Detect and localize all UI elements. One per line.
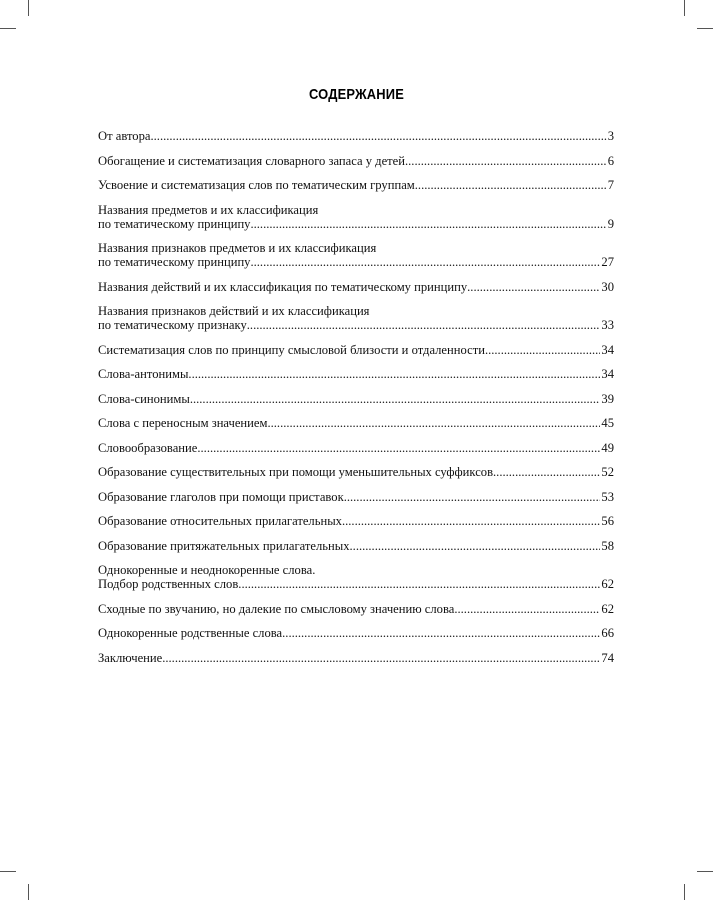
toc-entry-label: Однокоренные родственные слова: [98, 626, 283, 640]
crop-mark-top-left: [28, 0, 29, 16]
toc-entry-page-number: 52: [601, 465, 614, 479]
toc-entry-row: [98, 129, 614, 143]
toc-entry-title-line: Названия признаков действий и их классификация: [98, 304, 370, 318]
dot-leader: [197, 441, 600, 455]
toc-entry-label: Слова-антонимы: [98, 367, 189, 381]
toc-entry-row: [98, 392, 614, 406]
toc-entry-page-number: 45: [601, 416, 614, 430]
toc-entry-row: [98, 367, 614, 381]
toc-entry-page-number: 66: [601, 626, 614, 640]
toc-entry[interactable]: [98, 343, 614, 357]
crop-mark-top-right-h: [697, 28, 713, 29]
crop-mark-bottom-right-h: [697, 871, 713, 872]
toc-entry[interactable]: [98, 392, 614, 406]
page-title: СОДЕРЖАНИЕ: [309, 86, 404, 103]
crop-mark-bottom-left: [28, 884, 29, 900]
toc-entry[interactable]: [98, 514, 614, 528]
toc-entry-label: по тематическому принципу: [98, 216, 251, 231]
toc-entry-label: Словообразование: [98, 440, 198, 455]
toc-entry-row: [98, 217, 614, 231]
toc-entry-row: [98, 178, 614, 192]
dot-leader: [405, 154, 607, 168]
toc-entry[interactable]: [98, 203, 614, 231]
toc-entry-title-line: Названия предметов и их классификация: [98, 202, 319, 217]
toc-entry-row: [98, 602, 614, 616]
toc-entry-title-line: Названия признаков предметов и их классификация: [98, 241, 377, 255]
dot-leader: [188, 367, 600, 381]
toc-entry[interactable]: [98, 178, 614, 192]
dot-leader: [344, 490, 601, 504]
toc-entry[interactable]: [98, 539, 614, 553]
toc-entry-row: [98, 255, 614, 269]
dot-leader: [151, 129, 607, 143]
toc-entry[interactable]: [98, 465, 614, 479]
toc-entry-page-number: 33: [601, 318, 614, 332]
toc-entry-label: Усвоение и систематизация слов по тематическим группам: [98, 178, 415, 192]
table-of-contents: [98, 129, 614, 675]
toc-entry-row: [98, 490, 614, 504]
toc-entry-page-number: 6: [607, 153, 614, 168]
toc-entry-page-number: 53: [601, 489, 614, 504]
toc-entry-label: Систематизация слов по принципу смысловой близости и отдаленности: [98, 342, 485, 357]
toc-entry-row: [98, 318, 614, 332]
toc-entry-row: [98, 539, 614, 553]
toc-entry-row: [98, 514, 614, 528]
dot-leader: [250, 255, 600, 269]
toc-entry-row: [98, 343, 614, 357]
toc-entry-page-number: 62: [601, 577, 614, 591]
crop-mark-top-left-h: [0, 28, 16, 29]
toc-entry-label: Обогащение и систематизация словарного запаса у детей: [98, 153, 405, 168]
dot-leader: [467, 280, 600, 294]
toc-entry-page-number: 34: [601, 342, 614, 357]
toc-entry-page-number: 34: [601, 367, 614, 381]
dot-leader: [415, 178, 607, 192]
toc-entry-page-number: 62: [601, 601, 614, 616]
toc-entry-label: Слова с переносным значением: [98, 416, 268, 430]
toc-entry-row: [98, 651, 614, 665]
toc-entry[interactable]: [98, 416, 614, 430]
toc-entry-page-number: 3: [607, 129, 614, 143]
crop-mark-bottom-right: [684, 884, 685, 900]
toc-entry-row: [98, 280, 614, 294]
toc-entry-page-number: 49: [601, 440, 614, 455]
crop-mark-top-right: [684, 0, 685, 16]
toc-entry-label: Образование притяжательных прилагательных: [98, 538, 350, 553]
toc-entry[interactable]: [98, 280, 614, 294]
dot-leader: [282, 626, 600, 640]
toc-entry-page-number: 74: [601, 650, 614, 665]
toc-entry-page-number: 39: [601, 391, 614, 406]
toc-entry-page-number: 7: [607, 178, 614, 192]
toc-entry-label: по тематическому принципу: [98, 255, 251, 269]
toc-entry[interactable]: [98, 490, 614, 504]
toc-entry[interactable]: [98, 441, 614, 455]
dot-leader: [485, 343, 600, 357]
toc-entry-title-line: Однокоренные и неоднокоренные слова.: [98, 563, 316, 577]
toc-entry-label: Подбор родственных слов: [98, 577, 239, 591]
toc-entry[interactable]: [98, 154, 614, 168]
toc-entry-row: [98, 416, 614, 430]
dot-leader: [247, 318, 601, 332]
toc-entry-page-number: 58: [601, 538, 614, 553]
dot-leader: [493, 465, 600, 479]
toc-entry-label: Заключение: [98, 650, 163, 665]
toc-entry[interactable]: [98, 626, 614, 640]
toc-entry-row: [98, 441, 614, 455]
dot-leader: [267, 416, 600, 430]
dot-leader: [238, 577, 600, 591]
toc-entry-row: [98, 154, 614, 168]
toc-entry-row: [98, 626, 614, 640]
toc-entry-label: Образование существительных при помощи уменьшительных суффиксов: [98, 465, 494, 479]
toc-entry-label: От автора: [98, 129, 151, 143]
toc-entry-page-number: 27: [601, 255, 614, 269]
crop-mark-bottom-left-h: [0, 871, 16, 872]
toc-entry[interactable]: [98, 304, 614, 332]
toc-entry[interactable]: [98, 241, 614, 269]
toc-entry[interactable]: [98, 129, 614, 143]
toc-entry-row: [98, 577, 614, 591]
toc-entry-label: Образование глаголов при помощи приставок: [98, 489, 344, 504]
toc-entry[interactable]: [98, 651, 614, 665]
toc-entry-label: Сходные по звучанию, но далекие по смысловому значению слова: [98, 601, 455, 616]
dot-leader: [454, 602, 600, 616]
toc-entry-label: Слова-синонимы: [98, 391, 190, 406]
toc-entry-page-number: 9: [607, 216, 614, 231]
dot-leader: [342, 514, 600, 528]
toc-entry[interactable]: [98, 602, 614, 616]
toc-entry-label: по тематическому признаку: [98, 318, 247, 332]
toc-entry-label: Образование относительных прилагательных: [98, 514, 342, 528]
toc-entry-page-number: 30: [601, 279, 614, 294]
dot-leader: [350, 539, 601, 553]
dot-leader: [190, 392, 601, 406]
toc-entry-row: [98, 465, 614, 479]
toc-entry-label: Названия действий и их классификация по тематическому принципу: [98, 279, 468, 294]
dot-leader: [250, 217, 606, 231]
toc-entry-page-number: 56: [601, 514, 614, 528]
toc-entry[interactable]: [98, 563, 614, 591]
dot-leader: [162, 651, 600, 665]
toc-entry[interactable]: [98, 367, 614, 381]
